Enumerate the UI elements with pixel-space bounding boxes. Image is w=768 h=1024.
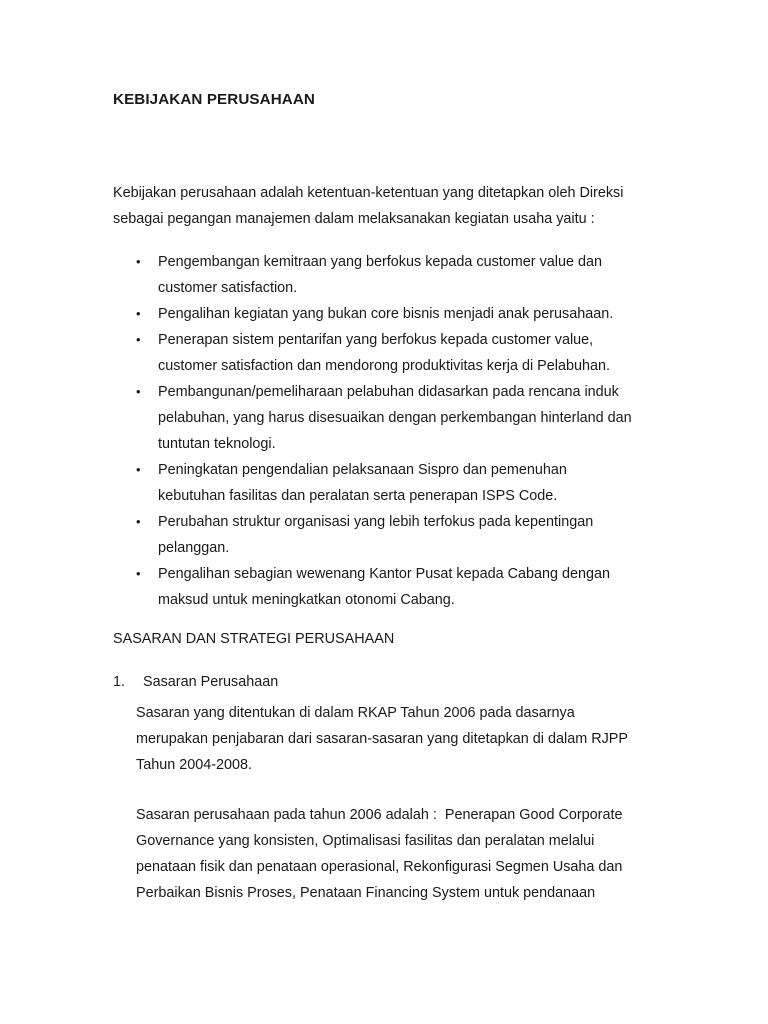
- list-item-line: customer satisfaction dan mendorong produktivitas kerja di Pelabuhan.: [158, 358, 610, 374]
- paragraph-sasaran-2006: [136, 802, 666, 906]
- list-item-line: pelanggan.: [158, 540, 230, 556]
- paragraph-line: Perbaikan Bisnis Proses, Penataan Financing System untuk pendanaan: [136, 885, 596, 901]
- bullet-icon: •: [136, 514, 141, 529]
- bullet-icon: •: [136, 332, 141, 347]
- list-item-line: maksud untuk meningkatkan otonomi Cabang.: [158, 592, 455, 608]
- list-item-line: Penerapan sistem pentarifan yang berfokus kepada customer value,: [158, 332, 594, 348]
- list-item: [113, 249, 673, 301]
- policy-bullet-list: [113, 249, 673, 613]
- bullet-icon: •: [136, 306, 141, 321]
- list-item: [113, 457, 673, 509]
- intro-paragraph: [113, 180, 673, 232]
- paragraph-line: Governance yang konsisten, Optimalisasi fasilitas dan peralatan melalui: [136, 833, 595, 849]
- list-item-line: Pengembangan kemitraan yang berfokus kepada customer value dan: [158, 254, 602, 270]
- list-item: [113, 327, 673, 379]
- list-item-line: pelabuhan, yang harus disesuaikan dengan perkembangan hinterland dan: [158, 410, 632, 426]
- list-item-line: kebutuhan fasilitas dan peralatan serta penerapan ISPS Code.: [158, 488, 558, 504]
- item-number: 1.: [113, 674, 126, 690]
- list-item-line: Pembangunan/pemeliharaan pelabuhan didasarkan pada rencana induk: [158, 384, 619, 400]
- list-item-line: customer satisfaction.: [158, 280, 298, 296]
- bullet-icon: •: [136, 566, 141, 581]
- document-title: KEBIJAKAN PERUSAHAAN: [113, 91, 315, 108]
- list-item: [113, 561, 673, 613]
- list-item-line: Perubahan struktur organisasi yang lebih terfokus pada kepentingan: [158, 514, 594, 530]
- intro-line: Kebijakan perusahaan adalah ketentuan-ketentuan yang ditetapkan oleh Direksi: [113, 185, 624, 201]
- section-heading: SASARAN DAN STRATEGI PERUSAHAAN: [113, 631, 395, 647]
- list-item-line: Pengalihan kegiatan yang bukan core bisnis menjadi anak perusahaan.: [158, 306, 614, 322]
- list-item-line: Peningkatan pengendalian pelaksanaan Sispro dan pemenuhan: [158, 462, 567, 478]
- bullet-icon: •: [136, 384, 141, 399]
- paragraph-line: Sasaran perusahaan pada tahun 2006 adalah : Penerapan Good Corporate: [136, 807, 623, 823]
- paragraph-line: penataan fisik dan penataan operasional, Rekonfigurasi Segmen Usaha dan: [136, 859, 623, 875]
- list-item: [113, 379, 673, 457]
- list-item: [113, 301, 673, 327]
- item-label: Sasaran Perusahaan: [143, 674, 279, 690]
- paragraph-line: Sasaran yang ditentukan di dalam RKAP Tahun 2006 pada dasarnya: [136, 705, 575, 721]
- paragraph-line: merupakan penjabaran dari sasaran-sasaran yang ditetapkan di dalam RJPP: [136, 731, 628, 747]
- list-item-line: tuntutan teknologi.: [158, 436, 276, 452]
- paragraph-rkap: [136, 700, 656, 778]
- list-item-line: Pengalihan sebagian wewenang Kantor Pusat kepada Cabang dengan: [158, 566, 611, 582]
- bullet-icon: •: [136, 254, 141, 269]
- list-item: [113, 509, 673, 561]
- intro-line: sebagai pegangan manajemen dalam melaksanakan kegiatan usaha yaitu :: [113, 211, 595, 227]
- bullet-icon: •: [136, 462, 141, 477]
- paragraph-line: Tahun 2004-2008.: [136, 757, 253, 773]
